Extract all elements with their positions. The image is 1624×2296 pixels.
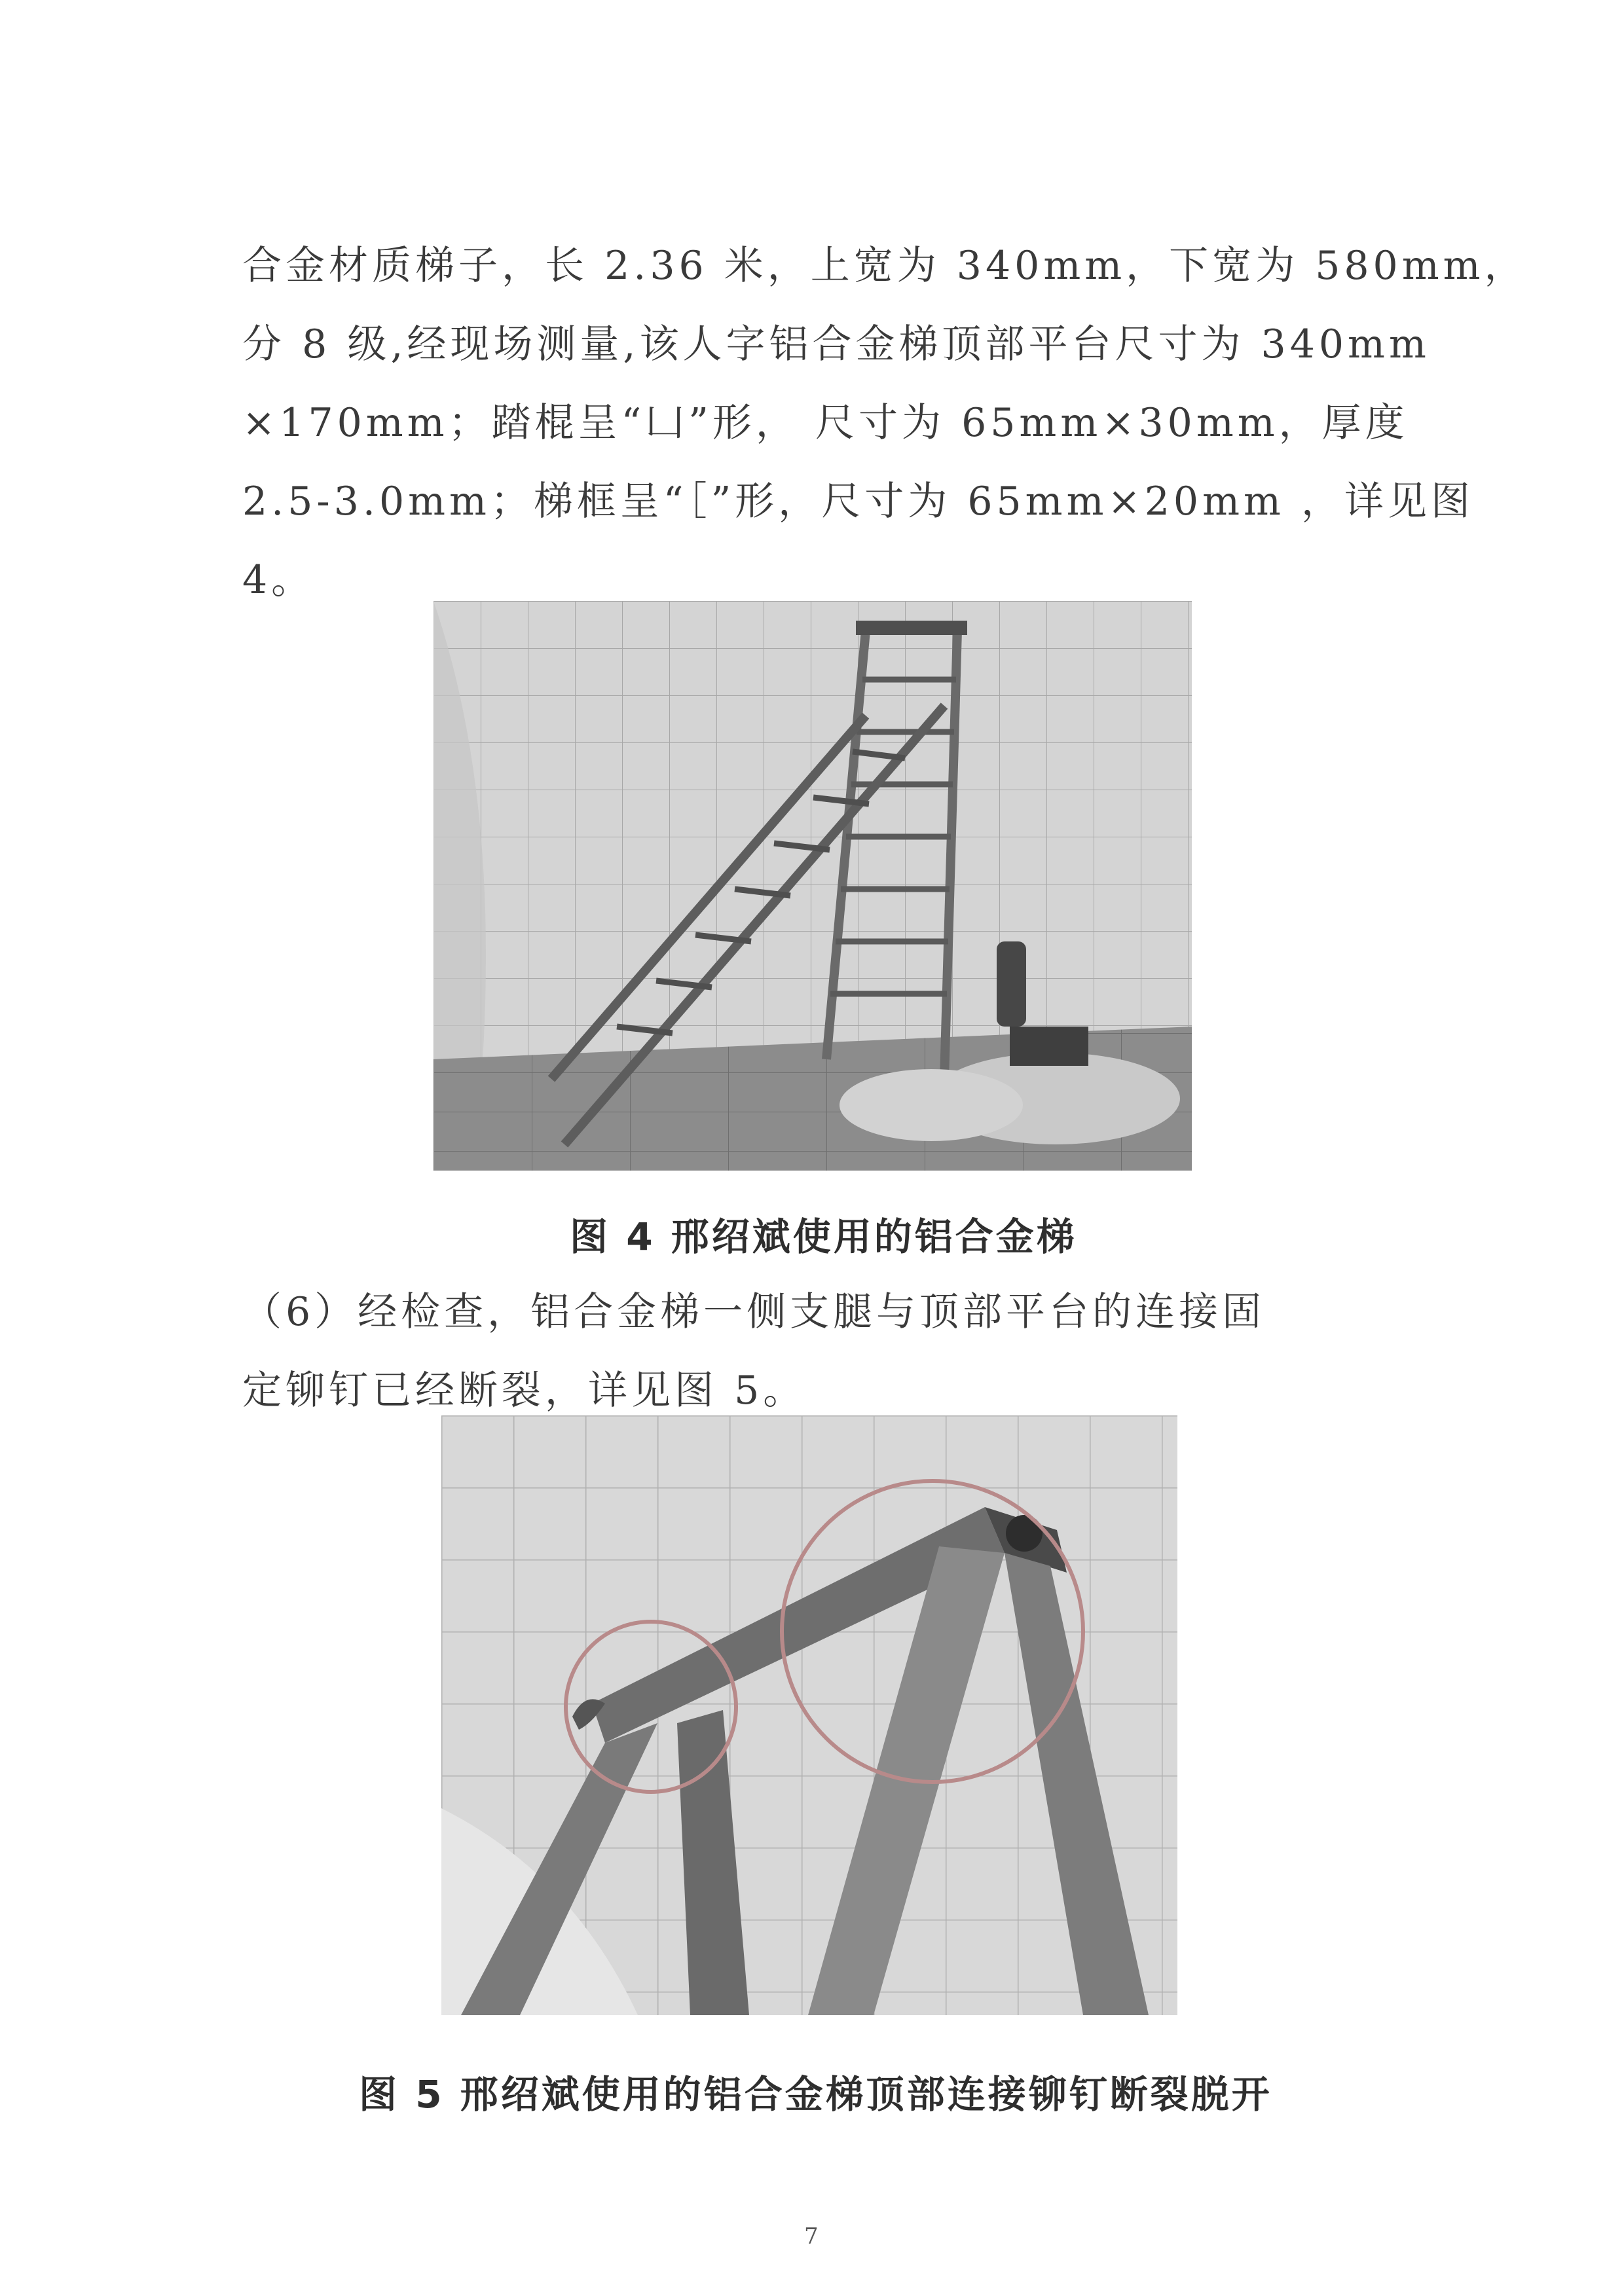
figure-4-caption: 图 4 邢绍斌使用的铝合金梯 (570, 1214, 1077, 1259)
page-number: 7 (804, 2223, 819, 2250)
text-line: 4。 (242, 557, 315, 603)
text-line: 合金材质梯子，长 2.36 米，上宽为 340mm，下宽为 580mm， (242, 243, 1528, 289)
figure-5-caption: 图 5 邢绍斌使用的铝合金梯顶部连接铆钉断裂脱开 (359, 2072, 1272, 2117)
figure-4-ladder-photo (434, 601, 1192, 1171)
text-line: （6）经检查，铝合金梯一侧支腿与顶部平台的连接固 (242, 1289, 1266, 1335)
rivet-closeup-image (441, 1415, 1177, 2015)
text-line: 2.5-3.0mm；梯框呈“［”形，尺寸为 65mm×20mm ，详见图 (242, 479, 1474, 524)
text-line: ×170mm；踏棍呈“凵”形， 尺寸为 65mm×30mm，厚度 (242, 400, 1409, 446)
figure-5-rivet-photo (441, 1415, 1177, 2015)
paragraph-rivet-inspection (242, 1273, 1382, 1430)
ladder-photo-image (434, 601, 1192, 1171)
text-line: 定铆钉已经断裂，详见图 5。 (242, 1368, 807, 1413)
text-line: 分 8 级,经现场测量,该人字铝合金梯顶部平台尺寸为 340mm (242, 321, 1430, 367)
paragraph-ladder-specs (242, 227, 1528, 619)
